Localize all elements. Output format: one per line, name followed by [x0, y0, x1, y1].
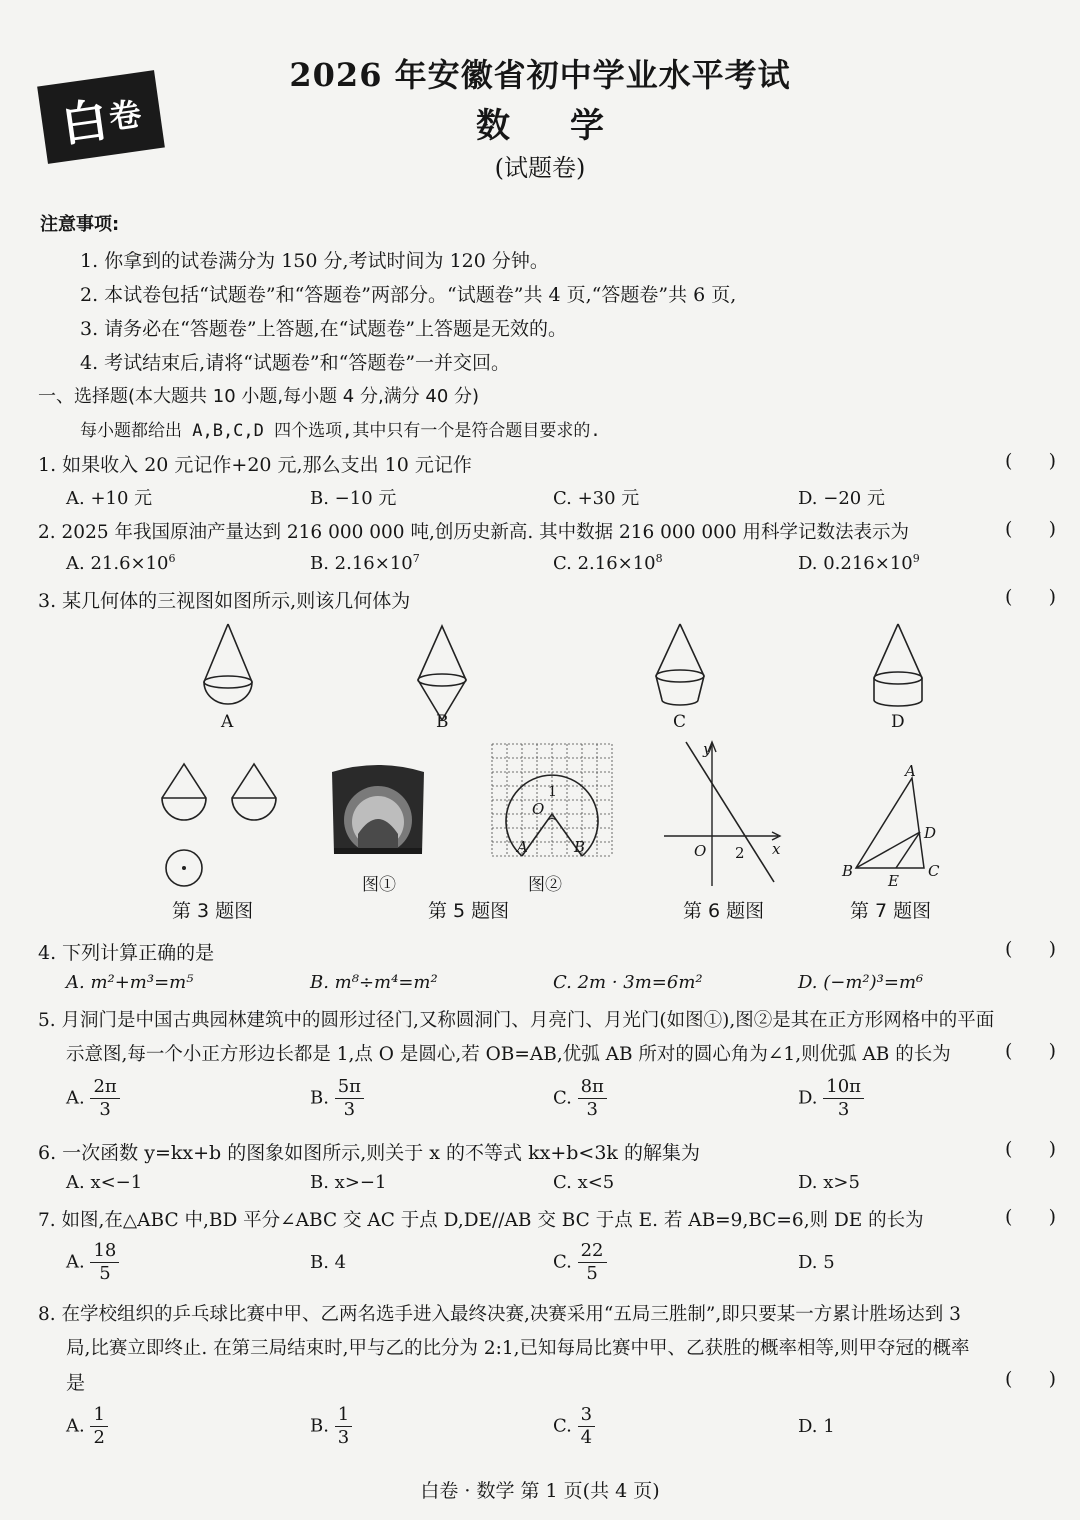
question-8-line-1: 8. 在学校组织的乒乓球比赛中甲、乙两名选手进入最终决赛,决赛采用“五局三胜制”,即只要某一方累计胜场达到 3: [38, 1304, 961, 1325]
fig7-point-e: E: [888, 872, 899, 890]
q5-option-a-den: 3: [99, 1099, 111, 1120]
volume-label: (试题卷): [494, 154, 586, 182]
q5-option-c-den: 3: [586, 1099, 598, 1120]
q5-option-a-letter: A.: [66, 1087, 85, 1109]
q8-option-c-letter: C.: [553, 1415, 572, 1437]
q8-option-b-letter: B.: [310, 1415, 329, 1437]
question-5-line-2: 示意图,每一个小正方形边长都是 1,点 O 是圆心,若 OB=AB,优弧 AB 所对的圆心角为∠1,则优弧 AB 的长为: [66, 1044, 951, 1065]
q7-option-c-frac: [578, 1240, 607, 1285]
fig5-caption: 第 5 题图: [428, 900, 510, 922]
q3-label-d: D: [891, 712, 905, 732]
fig5-1-label: 图①: [362, 875, 396, 895]
notice-item-2: 2. 本试卷包括“试题卷”和“答题卷”两部分。“试题卷”共 4 页,“答题卷”共 6 页,: [80, 284, 737, 306]
q8-option-b: [310, 1404, 352, 1449]
answer-blank-2: ( ): [1004, 518, 1056, 540]
answer-blank-4: ( ): [1004, 938, 1056, 960]
question-7-text: 7. 如图,在△ABC 中,BD 平分∠ABC 交 AC 于点 D,DE//AB 交 BC 于点 E. 若 AB=9,BC=6,则 DE 的长为: [38, 1210, 924, 1231]
q8-option-c-den: 4: [580, 1427, 593, 1448]
section-heading: 一、选择题(本大题共 10 小题,每小题 4 分,满分 40 分): [38, 386, 480, 407]
q8-option-c-num: 3: [578, 1404, 595, 1427]
solid-d-icon: [874, 624, 922, 706]
q3-option-solids: [0, 620, 1080, 740]
notice-item-4: 4. 考试结束后,请将“试题卷”和“答题卷”一并交回。: [80, 352, 511, 374]
q2-option-c-exp: 8: [655, 552, 663, 565]
q5-option-a-frac: [90, 1076, 119, 1121]
q5-option-b-den: 3: [343, 1099, 356, 1120]
q8-option-b-frac: [335, 1404, 352, 1449]
notice-item-3: 3. 请务必在“答题卷”上答题,在“试题卷”上答题是无效的。: [80, 318, 568, 340]
q4-option-d: D. (−m²)³=m⁶: [798, 972, 924, 993]
q5-option-a: [66, 1076, 120, 1121]
fig6-axis-x: x: [772, 840, 781, 858]
fig7-caption: 第 7 题图: [850, 900, 932, 922]
moon-gate-photo: [330, 764, 426, 856]
fig5-angle-1: 1: [548, 784, 557, 800]
q2-option-b-base: B. 2.16×10: [310, 553, 413, 574]
fig5-2-label: 图②: [528, 875, 562, 895]
q5-option-b-num: 5π: [335, 1076, 364, 1099]
solid-b-icon: [418, 626, 466, 720]
q8-option-a: [66, 1404, 108, 1449]
q2-option-a-exp: 6: [168, 552, 176, 565]
q4-option-b: B. m⁸÷m⁴=m²: [310, 972, 438, 993]
solid-c-icon: [656, 624, 704, 705]
q5-option-d-letter: D.: [798, 1087, 818, 1109]
q8-option-b-num: 1: [335, 1404, 352, 1427]
q5-option-b-frac: [335, 1076, 364, 1121]
fig7-point-c: C: [928, 862, 940, 880]
fig7-point-b: B: [842, 862, 854, 880]
q7-option-a-frac: [90, 1240, 119, 1285]
question-1-text: 1. 如果收入 20 元记作+20 元,那么支出 10 元记作: [38, 454, 472, 476]
q2-option-d-exp: 9: [912, 552, 920, 565]
fig6-tick-2: 2: [735, 844, 745, 862]
q6-option-b: B. x>−1: [310, 1172, 387, 1193]
question-4-text: 4. 下列计算正确的是: [38, 942, 215, 964]
q5-option-d-num: 10π: [823, 1076, 864, 1099]
q5-option-c-letter: C.: [553, 1087, 572, 1109]
q5-option-b: [310, 1076, 364, 1121]
q8-option-c-frac: [578, 1404, 595, 1449]
q7-option-c-num: 22: [578, 1240, 607, 1263]
answer-blank-7: ( ): [1004, 1206, 1056, 1228]
q5-option-d-den: 3: [837, 1099, 850, 1120]
q7-option-a-num: 18: [90, 1240, 119, 1263]
answer-blank-8: ( ): [1004, 1368, 1056, 1390]
question-5-line-1: 5. 月洞门是中国古典园林建筑中的圆形过径门,又称圆洞门、月亮门、月光门(如图①),图②是其在正方形网格中的平面: [38, 1010, 995, 1031]
q3-label-c: C: [673, 712, 687, 732]
q2-option-c: [553, 552, 663, 574]
q7-option-a-letter: A.: [66, 1251, 85, 1273]
fig6-line-graph: [664, 740, 788, 888]
q2-option-b: [310, 552, 420, 574]
q8-option-b-den: 3: [337, 1427, 350, 1448]
q7-option-c-den: 5: [586, 1263, 598, 1284]
q4-option-c: C. 2m · 3m=6m²: [553, 972, 703, 993]
q1-option-a: A. +10 元: [66, 488, 153, 509]
q1-option-d: D. −20 元: [798, 488, 885, 509]
q2-option-a: [66, 552, 176, 574]
q6-option-d: D. x>5: [798, 1172, 860, 1193]
q8-option-a-den: 2: [93, 1427, 105, 1448]
fig5-point-o: O: [532, 800, 545, 818]
fig5-point-a: A: [517, 838, 528, 856]
question-6-text: 6. 一次函数 y=kx+b 的图象如图所示,则关于 x 的不等式 kx+b<3k 的解集为: [38, 1142, 700, 1164]
q5-option-c-frac: [578, 1076, 607, 1121]
section-instruction: 每小题都给出 A,B,C,D 四个选项,其中只有一个是符合题目要求的.: [80, 421, 601, 441]
q2-option-a-base: A. 21.6×10: [66, 553, 169, 574]
q7-option-c-letter: C.: [553, 1251, 572, 1273]
question-2-text: 2. 2025 年我国原油产量达到 216 000 000 吨,创历史新高. 其中数据 216 000 000 用科学记数法表示为: [38, 522, 910, 543]
q8-option-a-letter: A.: [66, 1415, 85, 1437]
badge-char-2: 卷: [106, 94, 144, 137]
fig6-caption: 第 6 题图: [683, 900, 765, 922]
q5-option-a-num: 2π: [90, 1076, 119, 1099]
q5-option-d: [798, 1076, 864, 1121]
q6-option-c: C. x<5: [553, 1172, 615, 1193]
fig5-point-b: B: [574, 838, 586, 856]
q3-label-b: B: [436, 712, 449, 732]
fig5-grid-diagram: [490, 742, 616, 858]
fig7-point-a: A: [905, 762, 916, 780]
q5-option-d-frac: [823, 1076, 864, 1121]
q1-option-b: B. −10 元: [310, 488, 397, 509]
q8-option-c: [553, 1404, 595, 1449]
exam-title: 2026 年安徽省初中学业水平考试: [289, 56, 791, 94]
answer-blank-3: ( ): [1004, 586, 1056, 608]
q7-option-b: B. 4: [310, 1252, 347, 1273]
fig6-axis-y: y: [703, 740, 712, 758]
q7-option-d: D. 5: [798, 1252, 835, 1273]
q8-option-d: D. 1: [798, 1416, 835, 1437]
fig3-three-views: [150, 758, 290, 888]
q5-option-c: [553, 1076, 607, 1121]
q3-label-a: A: [221, 712, 234, 732]
fig7-point-d: D: [924, 824, 937, 842]
q2-option-d-base: D. 0.216×10: [798, 553, 913, 574]
solid-a-icon: [204, 624, 252, 704]
q2-option-d: [798, 552, 920, 574]
notice-heading: 注意事项:: [40, 214, 120, 235]
q2-option-c-base: C. 2.16×10: [553, 553, 656, 574]
q5-option-c-num: 8π: [578, 1076, 607, 1099]
badge-char-1: 白: [58, 92, 112, 153]
notice-item-1: 1. 你拿到的试卷满分为 150 分,考试时间为 120 分钟。: [80, 250, 549, 272]
answer-blank-6: ( ): [1004, 1138, 1056, 1160]
q6-option-a: A. x<−1: [66, 1172, 143, 1193]
question-3-text: 3. 某几何体的三视图如图所示,则该几何体为: [38, 590, 411, 612]
q8-option-a-num: 1: [90, 1404, 107, 1427]
question-8-line-3: 是: [66, 1372, 86, 1394]
page-footer: 白卷 · 数学 第 1 页(共 4 页): [420, 1480, 660, 1502]
fig3-caption: 第 3 题图: [172, 900, 254, 922]
q4-option-a: A. m²+m³=m⁵: [66, 972, 194, 993]
answer-blank-5: ( ): [1004, 1040, 1056, 1062]
q2-option-b-exp: 7: [412, 552, 420, 565]
q7-option-a: [66, 1240, 119, 1285]
fig7-triangle-diagram: [840, 760, 940, 880]
q5-option-b-letter: B.: [310, 1087, 329, 1109]
q8-option-a-frac: [90, 1404, 107, 1449]
q1-option-c: C. +30 元: [553, 488, 640, 509]
question-8-line-2: 局,比赛立即终止. 在第三局结束时,甲与乙的比分为 2:1,已知每局比赛中甲、乙获胜的概率相等,则甲夺冠的概率: [66, 1338, 970, 1359]
q7-option-c: [553, 1240, 607, 1285]
fig6-origin: O: [694, 842, 707, 860]
subject-title: 数学: [476, 106, 664, 146]
q7-option-a-den: 5: [99, 1263, 111, 1284]
answer-blank-1: ( ): [1004, 450, 1056, 472]
